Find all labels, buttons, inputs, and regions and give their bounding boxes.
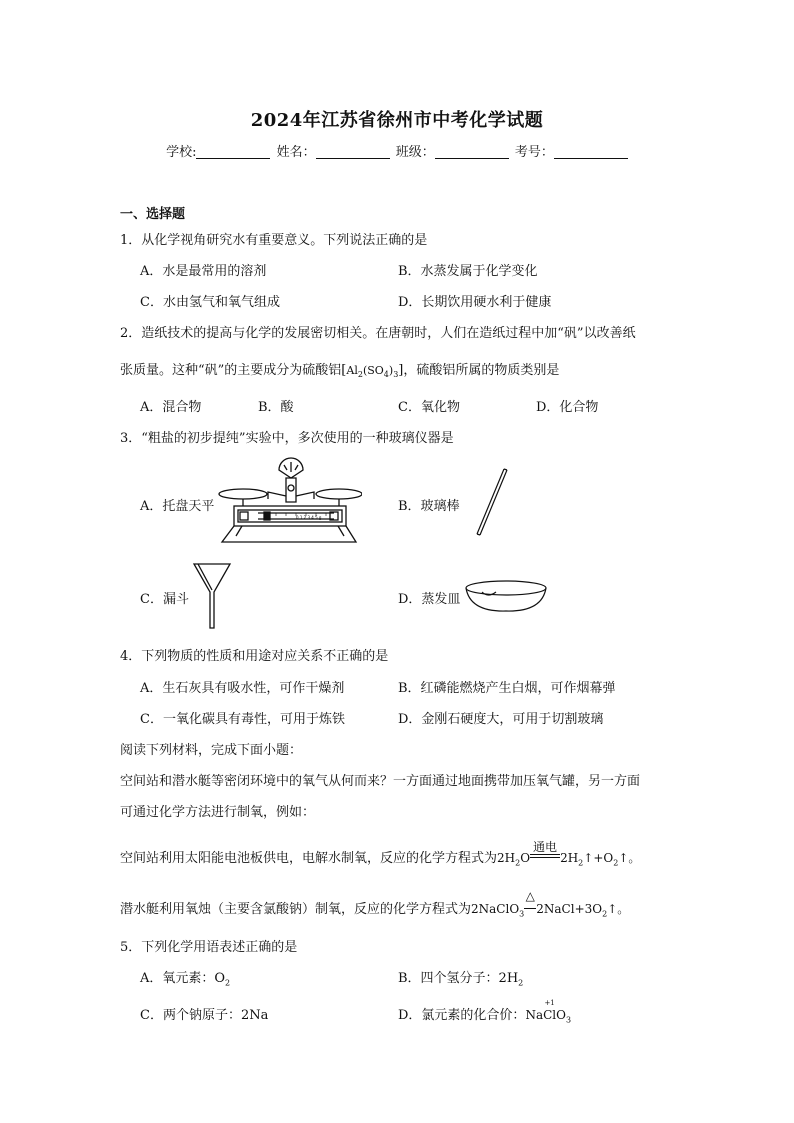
number-label: 考号： bbox=[514, 145, 554, 160]
q4-option-b[interactable]: B．红磷能燃烧产生白烟，可作烟幕弹 bbox=[398, 681, 616, 696]
school-blank[interactable] bbox=[196, 144, 270, 159]
q5-option-d[interactable]: D．氯元素的化合价：Na +1 ClO$_3$ bbox=[398, 999, 572, 1025]
q2-option-d[interactable]: D．化合物 bbox=[536, 400, 599, 415]
equation-1: $2H_2O$ 通电 $2H_2↑+O_2↑$。 bbox=[497, 840, 641, 868]
q1-option-a[interactable]: A．水是最常用的溶剂 bbox=[140, 264, 267, 279]
q2-stem-line2 bbox=[120, 359, 559, 379]
page-title: 2024年江苏省徐州市中考化学试题 bbox=[250, 110, 544, 131]
q1-option-c[interactable]: C．水由氢气和氧气组成 bbox=[140, 295, 280, 310]
reading-intro: 阅读下列材料，完成下面小题： bbox=[120, 743, 303, 758]
student-info-line bbox=[0, 141, 794, 160]
number-blank[interactable] bbox=[554, 144, 628, 159]
valence-mark: +1 bbox=[544, 999, 555, 1007]
equation-2: 2NaClO$_3$ △ $2NaCl+3O_2↑$。 bbox=[471, 889, 630, 919]
name-label: 姓名： bbox=[276, 145, 316, 160]
reading-paragraph-1: 空间站和潜水艇等密闭环境中的氧气从何而来？一方面通过地面携带加压氧气罐，另一方面 bbox=[120, 774, 641, 789]
condition-electrolysis: 通电 bbox=[533, 840, 558, 854]
class-blank[interactable] bbox=[435, 144, 509, 159]
condition-heat: △ bbox=[525, 889, 535, 903]
name-blank[interactable] bbox=[316, 144, 390, 159]
class-label: 班级： bbox=[395, 145, 435, 160]
q2-stem-text-end: ]，硫酸铝所属的物质类别是 bbox=[398, 363, 560, 378]
reading-paragraph-3: 空间站利用太阳能电池板供电，电解水制氧，反应的化学方程式为$2H_2O$ 通电 $2H_2↑+O_2↑$。 bbox=[120, 840, 641, 868]
q3-stem: 3．“粗盐的初步提纯”实验中，多次使用的一种玻璃仪器是 bbox=[120, 431, 454, 446]
glass-rod-icon bbox=[474, 466, 510, 538]
q5-option-a[interactable]: A．氧元素：$O_2$ bbox=[140, 971, 231, 988]
q1-stem: 1．从化学视角研究水有重要意义。下列说法正确的是 bbox=[120, 233, 428, 248]
q3-option-d[interactable]: D．蒸发皿 bbox=[398, 592, 461, 607]
q5-option-c[interactable]: C．两个钠原子：2Na bbox=[140, 1008, 269, 1023]
q4-option-d[interactable]: D．金刚石硬度大，可用于切割玻璃 bbox=[398, 712, 604, 727]
q3-option-c[interactable]: C．漏斗 bbox=[140, 592, 189, 607]
q2-option-a[interactable]: A．混合物 bbox=[140, 400, 202, 415]
q2-option-b[interactable]: B．酸 bbox=[258, 400, 294, 415]
school-label: 学校: bbox=[166, 145, 197, 160]
section-heading: 一、选择题 bbox=[120, 207, 186, 222]
q2-option-c[interactable]: C．氧化物 bbox=[398, 400, 460, 415]
q2-stem-text: 张质量。这种“矾”的主要成分为硫酸铝[ bbox=[120, 363, 347, 378]
scale-ticks: 0 1 2 3 4 5 g bbox=[296, 515, 322, 520]
q1-option-d[interactable]: D．长期饮用硬水利于健康 bbox=[398, 295, 552, 310]
funnel-icon bbox=[192, 562, 232, 630]
reading-paragraph-4: 潜水艇利用氧烛（主要含氯酸钠）制氧，反应的化学方程式为2NaClO$_3$ △ $2NaCl+3O_2↑$。 bbox=[120, 889, 630, 919]
q4-stem: 4．下列物质的性质和用途对应关系不正确的是 bbox=[120, 649, 389, 664]
q4-option-c[interactable]: C．一氧化碳具有毒性，可用于炼铁 bbox=[140, 712, 345, 727]
q3-option-b[interactable]: B．玻璃棒 bbox=[398, 499, 460, 514]
evaporating-dish-icon bbox=[464, 578, 548, 614]
balance-scale-icon bbox=[216, 456, 362, 546]
reading-paragraph-2: 可通过化学方法进行制氧，例如： bbox=[120, 805, 316, 820]
q3-option-a[interactable]: A．托盘天平 bbox=[140, 499, 215, 514]
q5-option-b[interactable]: B．四个氢分子：$2H_2$ bbox=[398, 971, 524, 988]
q2-stem-line1: 2．造纸技术的提高与化学的发展密切相关。在唐朝时，人们在造纸过程中加“矾”以改善纸 bbox=[120, 326, 636, 341]
q1-option-b[interactable]: B．水蒸发属于化学变化 bbox=[398, 264, 538, 279]
q5-stem: 5．下列化学用语表述正确的是 bbox=[120, 940, 298, 955]
q4-option-a[interactable]: A．生石灰具有吸水性，可作干燥剂 bbox=[140, 681, 345, 696]
q2-formula: $Al_2(SO_4)_3$ bbox=[346, 364, 399, 380]
